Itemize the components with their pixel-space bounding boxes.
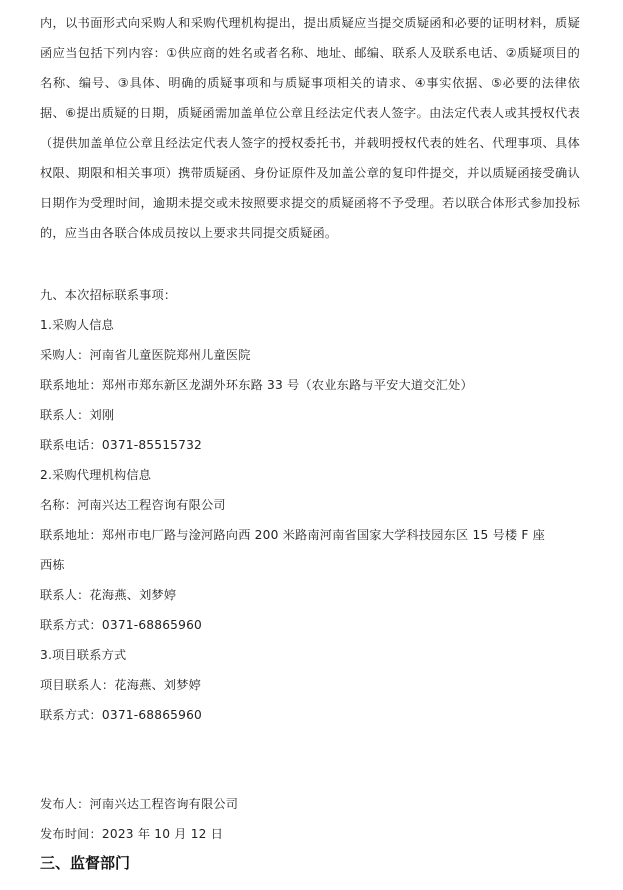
agency-contact: 联系人：花海燕、刘梦婷 [40,588,177,602]
purchaser-contact: 联系人：刘刚 [40,408,115,422]
purchaser-phone: 联系电话：0371-85515732 [40,438,202,452]
agency-phone: 联系方式：0371-68865960 [40,618,202,632]
agency-address-line1: 联系地址：郑州市电厂路与淦河路向西 200 米路南河南省国家大学科技园东区 15 号楼 F 座 [40,528,545,542]
section-9-title: 九、本次招标联系事项： [40,288,177,302]
agency-address-line2: 西栋 [40,558,65,572]
agency-name: 名称：河南兴达工程咨询有限公司 [40,498,226,512]
purchaser-name: 采购人：河南省儿童医院郑州儿童医院 [40,348,251,362]
agency-heading: 2.采购代理机构信息 [40,468,152,482]
publisher: 发布人：河南兴达工程咨询有限公司 [40,797,239,811]
section-3-title: 三、监督部门 [40,854,131,872]
publish-date: 发布时间：2023 年 10 月 12 日 [40,827,224,841]
project-contact: 项目联系人：花海燕、刘梦婷 [40,678,202,692]
intro-paragraph: 内，以书面形式向采购人和采购代理机构提出，提出质疑应当提交质疑函和必要的证明材料，质疑函应当包括下列内容：①供应商的姓名或者名称、地址、邮编、联系人及联系电话、②质疑项目的名称、编号、③具体、明确的质疑事项和与质疑事项相关的请求、④事实依据、⑤必要的法律依据、⑥提出质疑的日期，质疑函需加盖单位公章且经法定代表人签字。由法定代表人或其授权代表（提供加盖单位公章且经法定代表人签字的授权委托书，并载明授权代表的姓名、代理事项、具体权限、期限和相关事项）携带质疑函、身份证原件及加盖公章的复印件提交，并以质疑函接受确认日期作为受理时间，逾期未提交或未按照要求提交的质疑函将不予受理。若以联合体形式参加投标的，应当由各联合体成员按以上要求共同提交质疑函。 [40,16,580,240]
purchaser-address: 联系地址：郑州市郑东新区龙湖外环东路 33 号（农业东路与平安大道交汇处） [40,378,473,392]
project-phone: 联系方式：0371-68865960 [40,708,202,722]
project-heading: 3.项目联系方式 [40,648,127,662]
purchaser-heading: 1.采购人信息 [40,318,114,332]
